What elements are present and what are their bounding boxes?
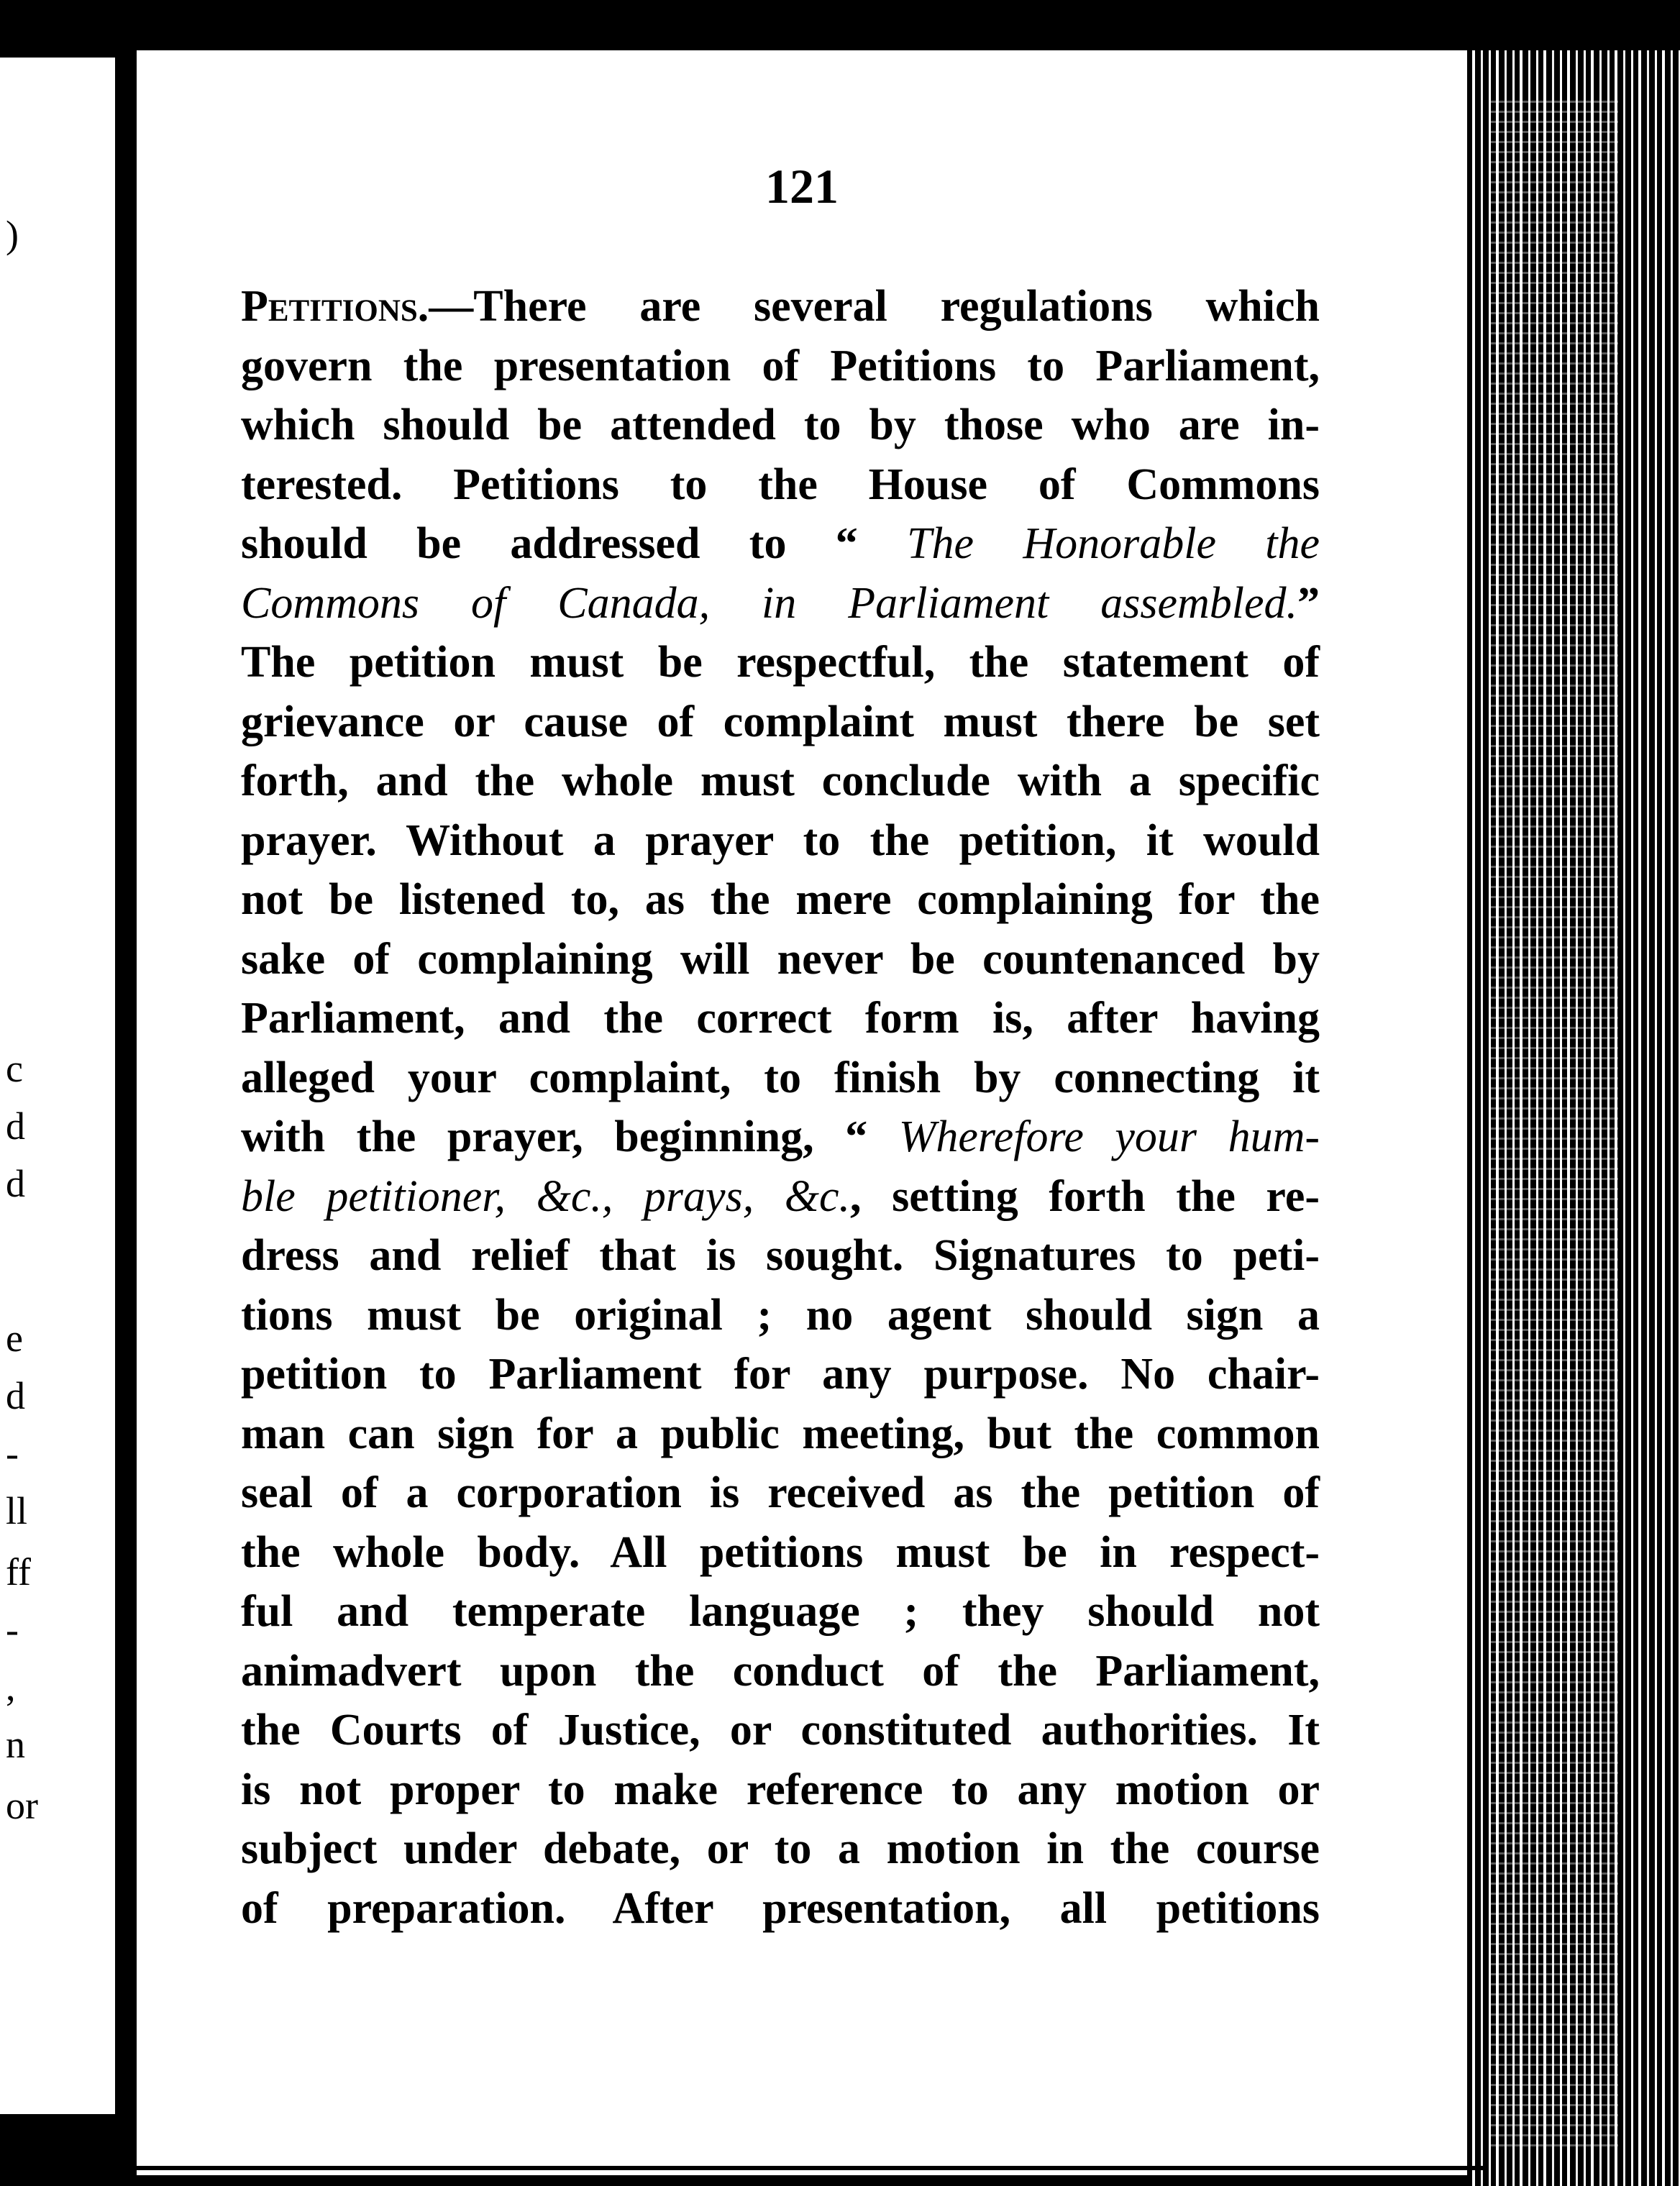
text-line: Commons of Canada, in Parliament assembled.” [241,578,1320,628]
text-line: ble petitioner, &c., prays, &c., setting forth the re- [241,1171,1320,1221]
text-line: grievance or cause of complaint must there be set [241,697,1320,746]
text-line: ful and temperate language ; they should not [241,1587,1320,1636]
fragment: c [6,1047,23,1090]
text-line: which should be attended to by those who are in- [241,401,1320,449]
text-line: Petitions.—There are several regulations which [241,282,1320,331]
text-line: sake of complaining will never be countenanced by [241,934,1320,984]
text-line: not be listened to, as the mere complaining for the [241,875,1320,924]
fragment: n [6,1723,25,1766]
book-page [137,50,1467,2175]
text-line: with the prayer, beginning, “ Wherefore your hum- [241,1112,1320,1161]
text-line: dress and relief that is sought. Signatures to peti- [241,1231,1320,1280]
text-line: govern the presentation of Petitions to Parliament, [241,341,1320,390]
text-line: forth, and the whole must conclude with a specific [241,756,1320,805]
lead-in: Petitions. [241,282,429,331]
text-line: prayer. Without a prayer to the petition, it would [241,815,1320,865]
fragment: ll [6,1489,28,1532]
page-number: 121 [765,159,839,214]
fragment: d [6,1162,25,1205]
text-line: tions must be original ; no agent should sign a [241,1290,1320,1340]
fore-edge-texture [1489,101,1618,2150]
text-line: is not proper to make reference to any motion or [241,1765,1320,1814]
text-line: seal of a corporation is received as the petition of [241,1468,1320,1517]
text-line: alleged your complaint, to finish by connecting it [241,1053,1320,1102]
fragment: , [6,1665,16,1709]
text-line: animadvert upon the conduct of the Parliament, [241,1646,1320,1696]
fragment: d [6,1374,25,1417]
fragment: or [6,1784,38,1827]
text-line: the Courts of Justice, or constituted authorities. It [241,1706,1320,1755]
fragment: e [6,1317,23,1360]
fragment: - [6,1432,19,1475]
text-line: The petition must be respectful, the statement of [241,638,1320,687]
text-line: of preparation. After presentation, all petitions [241,1883,1320,1933]
fragment: ) [6,213,19,256]
fragment: d [6,1105,25,1148]
text-line: petition to Parliament for any purpose. No chair- [241,1350,1320,1399]
fragment: ff [6,1550,31,1593]
page-bottom-edge [137,2166,1489,2170]
text-line: man can sign for a public meeting, but the common [241,1409,1320,1458]
fragment: - [6,1608,19,1651]
text-line: the whole body. All petitions must be in respect- [241,1527,1320,1577]
text-line: terested. Petitions to the House of Commons [241,459,1320,509]
text-line: Parliament, and the correct form is, after having [241,994,1320,1043]
facing-page-fragments [0,58,101,2114]
text-line: subject under debate, or to a motion in the course [241,1824,1320,1873]
text-line: should be addressed to “ The Honorable the [241,519,1320,568]
paragraph [241,277,1320,1938]
